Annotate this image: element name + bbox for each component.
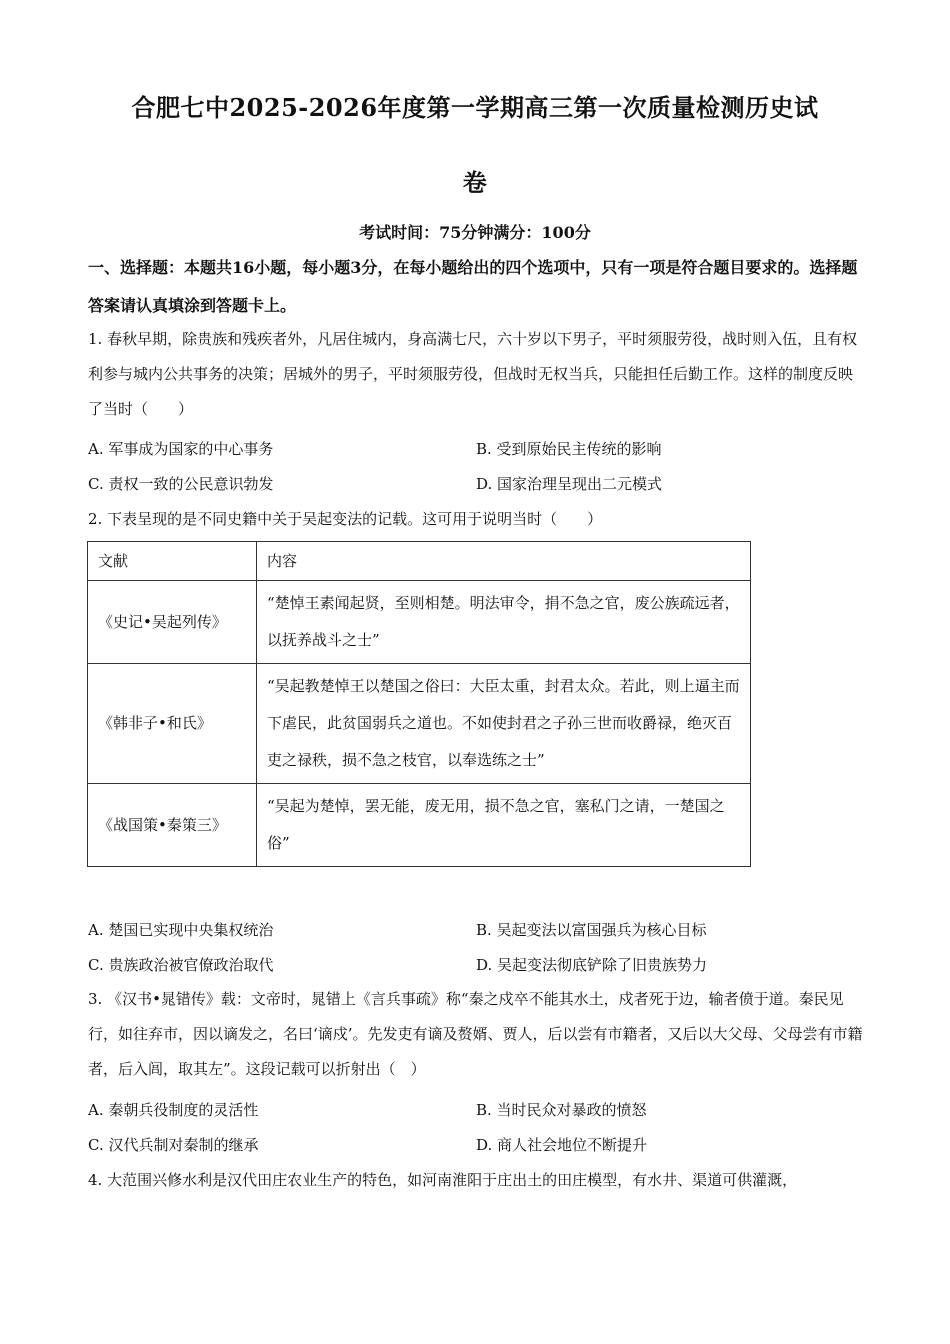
q2-option-b: B. 吴起变法以富国强兵为核心目标 [476,921,707,939]
q3-option-a: A. 秦朝兵役制度的灵活性 [88,1101,259,1119]
table-row [88,784,751,867]
q3-option-b: B. 当时民众对暴政的愤怒 [476,1101,647,1119]
exam-title-line1: 合肥七中2025-2026年度第一学期高三第一次质量检测历史试 [131,93,819,122]
q1-option-c: C. 责权一致的公民意识勃发 [88,475,274,493]
q3-option-c: C. 汉代兵制对秦制的继承 [88,1136,259,1154]
q1-option-b: B. 受到原始民主传统的影响 [476,440,662,458]
table-cell-content: “楚悼王素闻起贤，至则相楚。明法审令，捐不急之官，废公族疏远者，以抚养战斗之士” [257,581,751,664]
table-cell-content: “吴起为楚悼，罢无能，废无用，损不急之官，塞私门之请，一楚国之俗” [257,784,751,867]
table-row [88,581,751,664]
table-cell-content: “吴起教楚悼王以楚国之俗曰：大臣太重，封君太众。若此，则上逼主而下虐民，此贫国弱兵之道也。不如使封君之子孙三世而收爵禄，绝灭百吏之禄秩，损不急之枝官，以奉选练之士” [257,664,751,784]
table-header-source: 文献 [88,542,257,581]
q1-option-d: D. 国家治理呈现出二元模式 [476,475,663,493]
q1-option-a: A. 军事成为国家的中心事务 [88,440,274,458]
exam-title-line2: 卷 [462,168,488,197]
question-3-stem: 3. 《汉书•晁错传》载：文帝时，晁错上《言兵事疏》称“秦之戍卒不能其水土，戍者死于边，输者偾于道。秦民见行，如往弃市，因以谪发之，名曰‘谪戍’。先发吏有谪及赘婿、贾人，后以尝有市籍者，又后以大父母、父母尝有市籍者，后入闾，取其左”。这段记载可以折射出（ ） [88,990,863,1078]
table-header-content: 内容 [257,542,751,581]
table-cell-source: 《韩非子•和氏》 [88,664,257,784]
q2-option-d: D. 吴起变法彻底铲除了旧贵族势力 [476,956,708,974]
table-cell-source: 《史记•吴起列传》 [88,581,257,664]
table-cell-source: 《战国策•秦策三》 [88,784,257,867]
table-header-row [88,542,751,581]
question-2-stem: 2. 下表呈现的是不同史籍中关于吴起变法的记载。这可用于说明当时（ ） [88,510,603,528]
question-1-stem: 1. 春秋早期，除贵族和残疾者外，凡居住城内，身高满七尺，六十岁以下男子，平时须服劳役，战时则入伍，且有权利参与城内公共事务的决策；居城外的男子，平时须服劳役，但战时无权当兵，只能担任后勤工作。这样的制度反映了当时（ ） [88,330,858,418]
q2-option-a: A. 楚国已实现中央集权统治 [88,921,274,939]
q2-option-c: C. 贵族政治被官僚政治取代 [88,956,274,974]
table-row [88,664,751,784]
records-table [87,541,751,867]
exam-info: 考试时间：75分钟满分：100分 [359,223,591,242]
section-header: 一、选择题：本题共16小题，每小题3分，在每小题给出的四个选项中，只有一项是符合题目要求的。选择题答案请认真填涂到答题卡上。 [88,258,858,315]
question-4-stem: 4. 大范围兴修水利是汉代田庄农业生产的特色，如河南淮阳于庄出土的田庄模型，有水井、渠道可供灌溉， [88,1171,798,1189]
q3-option-d: D. 商人社会地位不断提升 [476,1136,648,1154]
